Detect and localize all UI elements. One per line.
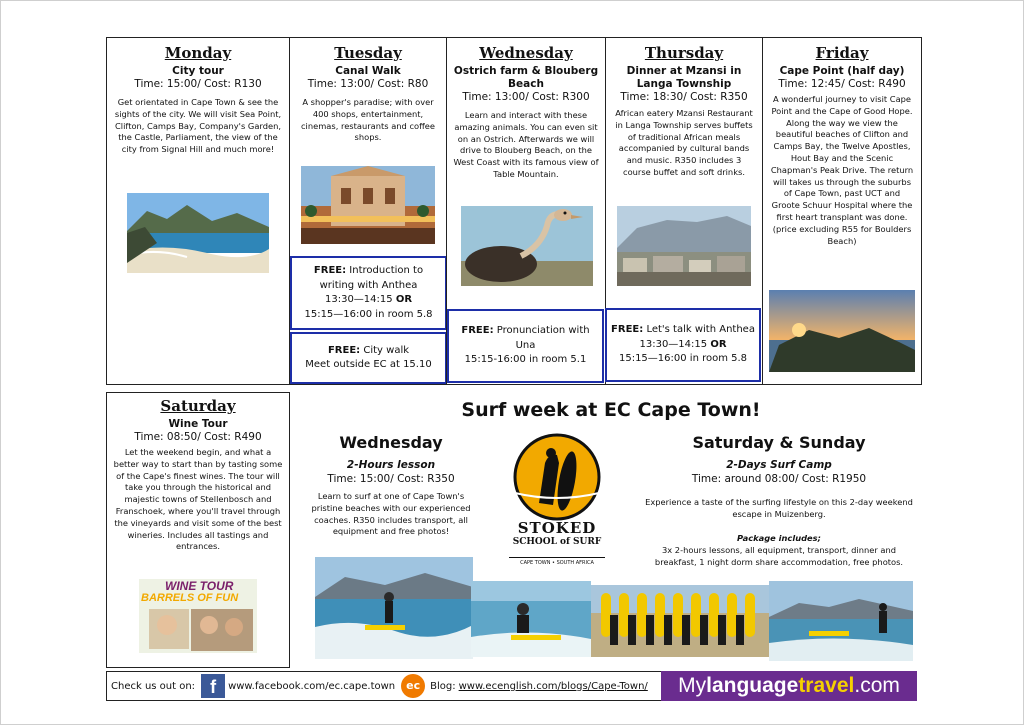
- surf-left-description: Learn to surf at one of Cape Town's pristine beaches with our experienced coaches. R350 includes transport, all equipment and free photos!: [311, 491, 471, 537]
- free-time-1: 13:30—14:15: [324, 294, 393, 305]
- activity-description: A shopper's paradise; with over 400 shops, entertainment, cinemas, restaurants and coffee shops.: [300, 97, 436, 143]
- surf-package-details: 3x 2-hours lessons, all equipment, transport, dinner and breakfast, 1 night dorm share accommodation, free photos.: [654, 545, 904, 567]
- surf-week-title: Surf week at EC Cape Town!: [461, 399, 761, 421]
- free-activity: Let's talk with Anthea: [646, 324, 755, 336]
- day-heading: Wednesday: [479, 44, 573, 62]
- monday-cell: [106, 37, 290, 385]
- beach-coastline-photo: [127, 193, 269, 273]
- free-time: 15:15-16:00 in room 5.1: [464, 354, 587, 366]
- activity-time-cost: Time: 13:00/ Cost: R80: [307, 78, 429, 90]
- free-city-walk-box: [290, 332, 447, 384]
- surf-lesson-photo-1: [315, 557, 473, 659]
- free-activity: Pronunciation with Una: [496, 325, 590, 351]
- free-activity: City walk: [363, 344, 410, 356]
- stoked-logo-line3: CAPE TOWN • SOUTH AFRICA: [509, 557, 605, 566]
- day-heading: Monday: [164, 44, 232, 62]
- activity-title: Ostrich farm & Blouberg Beach: [453, 65, 599, 90]
- free-or: OR: [395, 294, 413, 305]
- surf-left-time-cost: Time: 15:00/ Cost: R350: [327, 473, 455, 485]
- activity-time-cost: Time: 08:50/ Cost: R490: [134, 431, 262, 443]
- free-time-1: 13:30—14:15: [639, 338, 708, 350]
- free-label: FREE:: [327, 344, 361, 356]
- activity-title: Dinner at Mzansi in Langa Township: [626, 65, 742, 90]
- stoked-school-of-surf-logo: [509, 433, 605, 575]
- surf-right-lesson: 2-Days Surf Camp: [726, 459, 832, 471]
- surf-right-day: Saturday & Sunday: [692, 433, 866, 452]
- activity-time-cost: Time: 13:00/ Cost: R300: [462, 91, 590, 103]
- activity-time-cost: Time: 12:45/ Cost: R490: [778, 78, 906, 90]
- surf-lesson-photo-2: [471, 581, 591, 657]
- surf-right-time-cost: Time: around 08:00/ Cost: R1950: [691, 473, 867, 485]
- day-heading: Saturday: [160, 397, 236, 415]
- free-time-2: 15:15—16:00 in room 5.8: [304, 308, 433, 320]
- surf-package-label: Package includes;: [737, 533, 821, 543]
- activity-description: Learn and interact with these amazing animals. You can even sit on an Ostrich. Afterwards we will drive to Blouberg Beach, on the West Coast with its famous view of Table Mountain.: [453, 110, 599, 179]
- wine-tour-logo-text: WINE TOUR: [165, 579, 234, 593]
- brand-com: .com: [854, 674, 900, 697]
- activity-title: Cape Point (half day): [779, 65, 905, 77]
- free-activity: Introduction to writing with Anthea: [319, 265, 424, 291]
- surf-group-photo: [591, 585, 769, 657]
- footer-bar: [106, 671, 663, 701]
- activity-description: African eatery Mzansi Restaurant in Langa Township serves buffets of traditional African meals accompanied by cultural bands and music. R350 includes 3 course buffet and soft drinks.: [615, 108, 753, 177]
- check-us-out-text: Check us out on:: [111, 680, 196, 692]
- stoked-logo-line1: STOKED: [517, 519, 597, 537]
- free-time-2: 15:15—16:00 in room 5.8: [618, 353, 748, 365]
- ostrich-photo: [461, 206, 593, 286]
- free-label: FREE:: [611, 324, 644, 336]
- day-heading: Tuesday: [334, 44, 402, 62]
- free-pronunciation-box: [447, 309, 604, 383]
- free-label: FREE:: [313, 265, 347, 276]
- activity-time-cost: Time: 15:00/ Cost: R130: [134, 78, 262, 90]
- surf-right-description: Experience a taste of the surfing lifestyle on this 2-day weekend escape in Muizenberg.: [645, 497, 913, 519]
- activity-description: Get orientated in Cape Town & see the sights of the city. We will visit Sea Point, Clifton, Camps Bay, Company's Garden, the Castle, Parliament, the view of the city from Signal Hill and much more!: [114, 97, 282, 155]
- blog-label: Blog:: [430, 680, 456, 692]
- stoked-logo-line2: SCHOOL of SURF: [512, 537, 602, 547]
- saturday-cell: [106, 392, 290, 668]
- cape-point-sunset-photo: [769, 290, 915, 372]
- brand-my: My: [678, 674, 707, 697]
- friday-cell: [762, 37, 922, 385]
- day-heading: Thursday: [644, 44, 724, 62]
- day-heading: Friday: [815, 44, 869, 62]
- activity-title: City tour: [172, 65, 224, 77]
- surf-camp-photo: [769, 581, 913, 661]
- brand-language: language: [706, 674, 799, 697]
- activity-time-cost: Time: 18:30/ Cost: R350: [620, 91, 748, 103]
- wine-tour-photo: [139, 579, 257, 653]
- free-meeting-point: Meet outside EC at 15.10: [305, 359, 432, 370]
- activity-description: A wonderful journey to visit Cape Point and the Cape of Good Hope. Along the way we view the beautiful beaches of Clifton and Camps Bay, the Twelve Apostles, Hout Bay and the Scenic Chapman's Peak Drive. The return will takes us through the suburbs of Cape Town, past UCT and Groote Schuur Hospital where the first heart transplant was done. (price excluding R55 for Boulders Beach): [770, 94, 914, 246]
- ec-logo-icon: ec: [401, 674, 425, 698]
- surf-left-day: Wednesday: [339, 433, 443, 452]
- free-or: OR: [710, 338, 727, 350]
- facebook-link[interactable]: www.facebook.com/ec.cape.town: [228, 680, 396, 692]
- activity-description: Let the weekend begin, and what a better way to start than by tasting some of the Cape's finest wines. The tour will take you through the historical and majestic towns of Stellenbosch and Franschoek, where you'll travel through the vineyards and visit some of the best wineries. Includes all tastings and entrances.: [113, 447, 283, 552]
- mylanguagetravel-brand[interactable]: [661, 671, 917, 701]
- free-label: FREE:: [461, 325, 494, 337]
- barrels-of-fun-text: BARRELS OF FUN: [141, 592, 239, 604]
- brand-travel: travel: [798, 674, 855, 697]
- blog-link[interactable]: www.ecenglish.com/blogs/Cape-Town/: [458, 680, 648, 692]
- surf-left-lesson: 2-Hours lesson: [346, 459, 436, 471]
- free-talk-box: [605, 308, 761, 382]
- activity-title: Wine Tour: [168, 418, 228, 430]
- langa-township-photo: [617, 206, 751, 286]
- facebook-icon: f: [201, 674, 225, 698]
- canal-walk-mall-photo: [301, 166, 435, 244]
- free-writing-class-box: [290, 256, 447, 330]
- activity-title: Canal Walk: [335, 65, 401, 77]
